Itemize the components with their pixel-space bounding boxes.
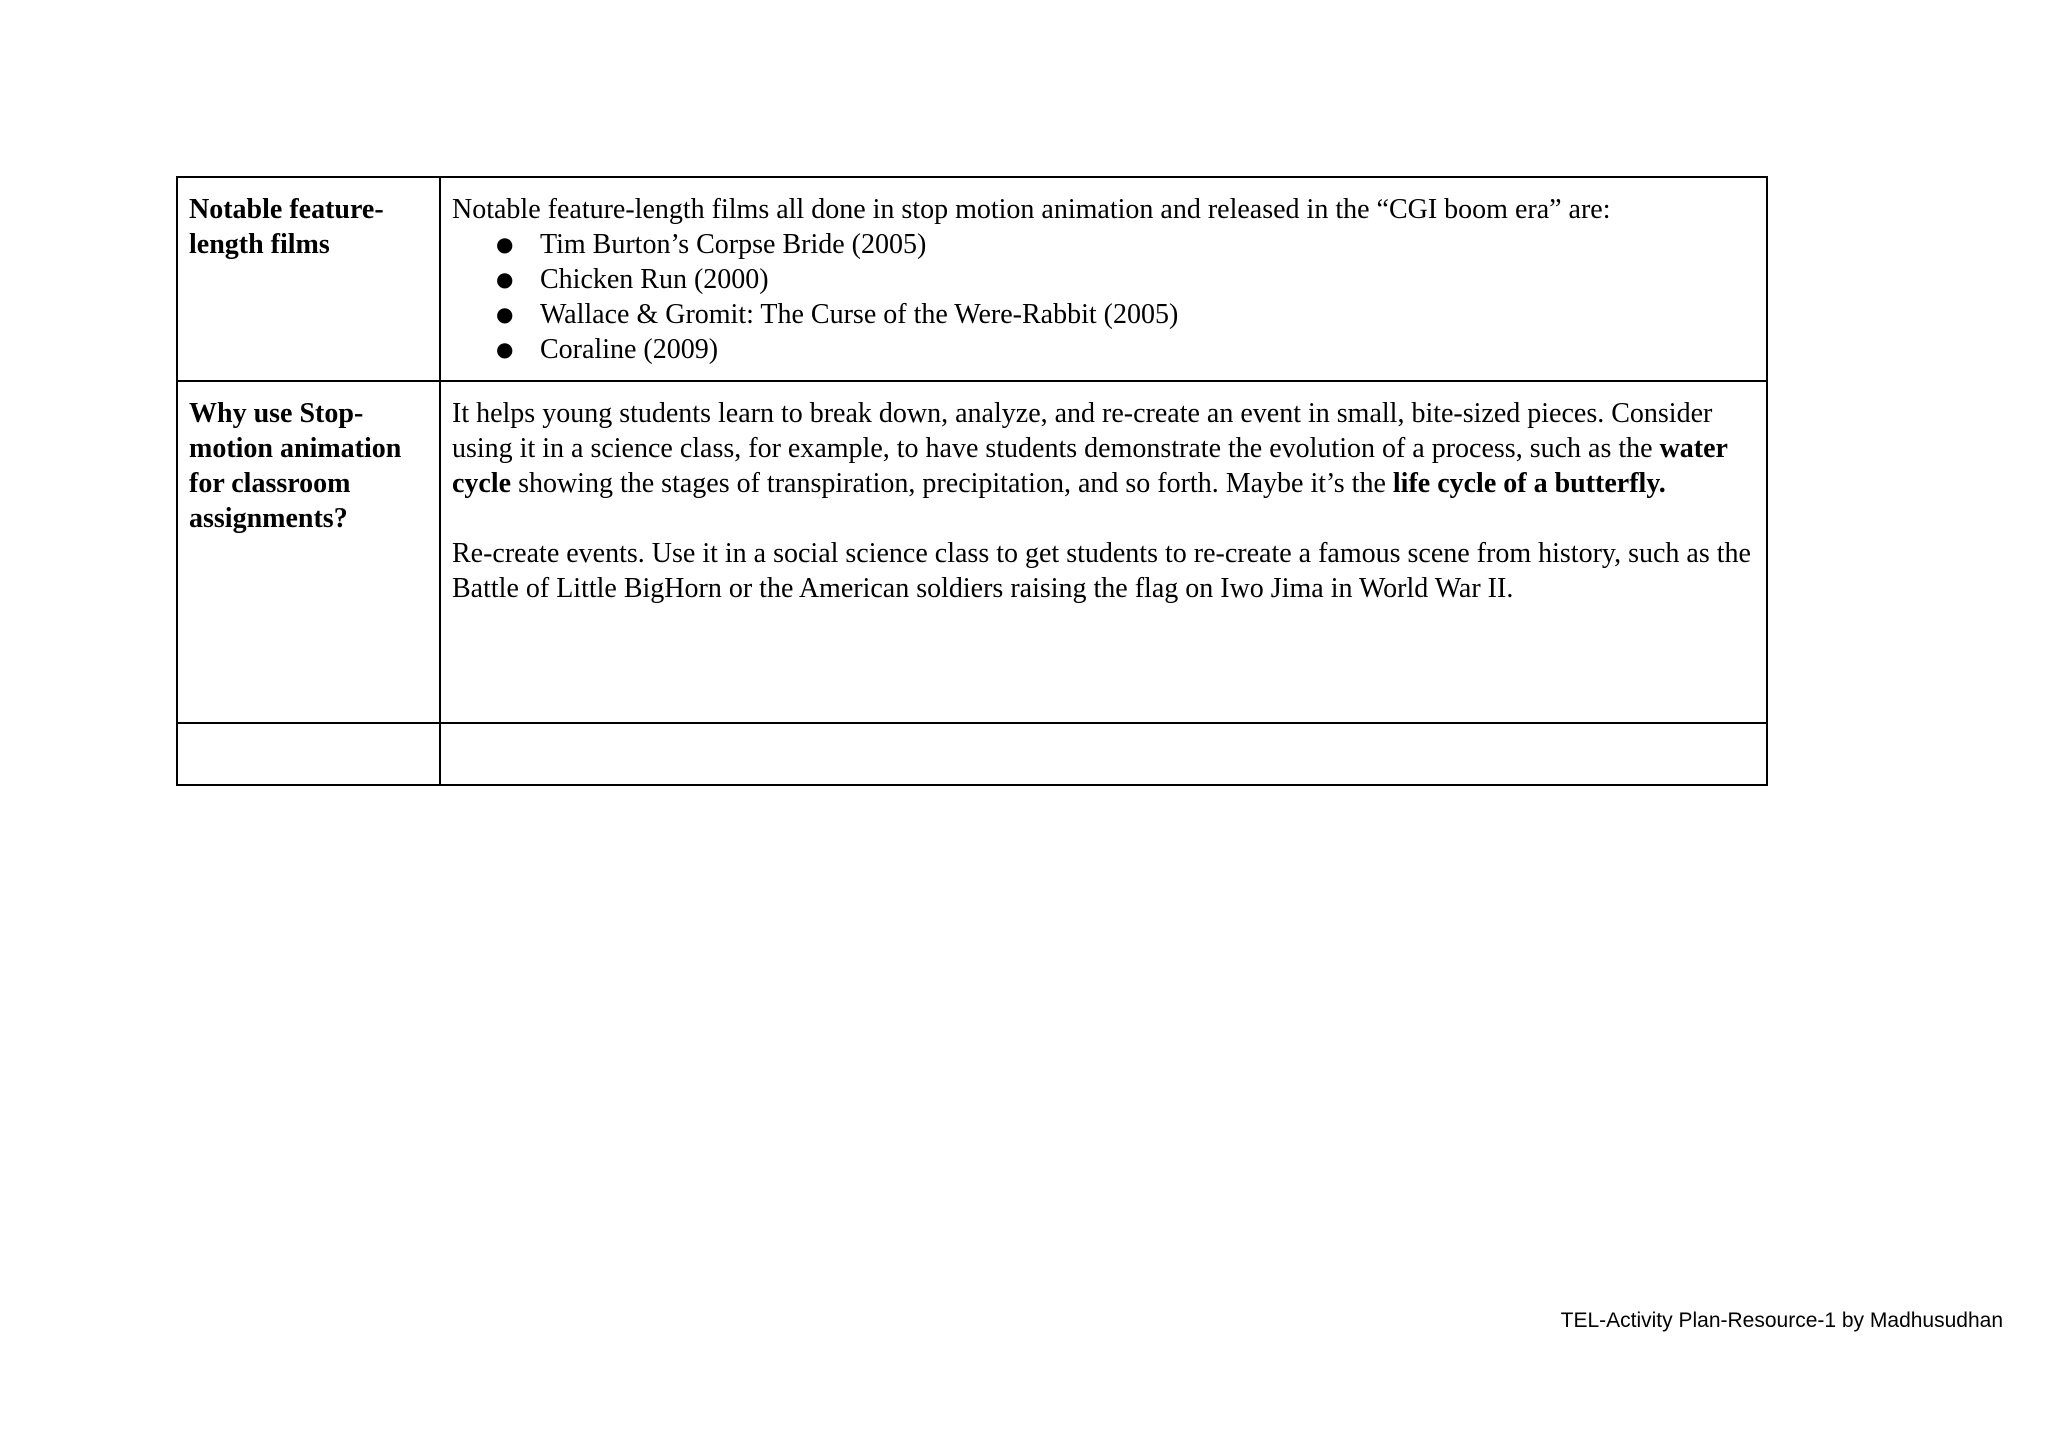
bullet-icon: ●: [496, 302, 514, 326]
resource-table: [176, 176, 1768, 786]
table-row-notable-films: [177, 177, 1767, 381]
paragraph-science: [452, 396, 1755, 501]
film-title: Wallace & Gromit: The Curse of the Were-Rabbit (2005): [540, 299, 1179, 330]
bullet-icon: ●: [496, 337, 514, 361]
row-content: [440, 381, 1767, 723]
list-item: [496, 227, 1755, 262]
row-content: [440, 177, 1767, 381]
film-list: [452, 227, 1755, 367]
table-row-why-stop-motion: [177, 381, 1767, 723]
paragraph-history: Re-create events. Use it in a social science class to get students to re-create a famous scene from history, such as the Battle of Little BigHorn or the American soldiers raising the flag on Iwo Jima in World War II.: [452, 538, 1751, 604]
film-title: Tim Burton’s Corpse Bride (2005): [540, 229, 927, 260]
bold-term-water-cycle: water cycle: [452, 433, 1728, 499]
bold-term-butterfly: life cycle of a butterfly.: [1392, 468, 1666, 499]
bullet-icon: ●: [496, 267, 514, 291]
paragraph-text: It helps young students learn to break down, analyze, and re-create an event in small, bite-sized pieces. Consider using it in a science class, for example, to have students demonstrate the evolution of a process, such as the: [452, 398, 1713, 464]
list-item: [496, 262, 1755, 297]
bullet-icon: ●: [496, 232, 514, 256]
film-title: Coraline (2009): [540, 334, 719, 365]
row-label: Why use Stop-motion animation for classroom assignments?: [177, 381, 440, 723]
list-item: [496, 332, 1755, 367]
list-item: [496, 297, 1755, 332]
row-label: Notable feature-length films: [177, 177, 440, 381]
row-content: [440, 723, 1767, 785]
page-footer: TEL-Activity Plan-Resource-1 by Madhusudhan: [1560, 1309, 2003, 1332]
film-title: Chicken Run (2000): [540, 264, 769, 295]
row-label: [177, 723, 440, 785]
paragraph-text: showing the stages of transpiration, precipitation, and so forth. Maybe it’s the: [511, 468, 1393, 499]
films-intro: Notable feature-length films all done in stop motion animation and released in the “CGI boom era” are:: [452, 194, 1611, 225]
table-row-empty: [177, 723, 1767, 785]
